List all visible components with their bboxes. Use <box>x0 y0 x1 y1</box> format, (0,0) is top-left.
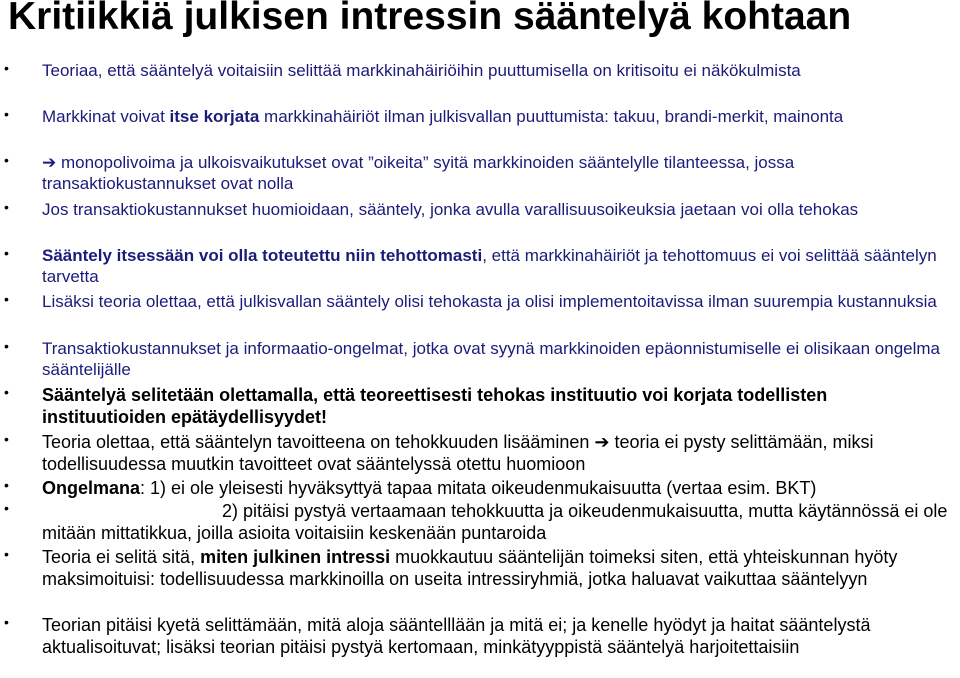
bullet-icon: • <box>4 291 9 307</box>
bullet-icon: • <box>4 384 9 400</box>
bullet-text: ➔ monopolivoima ja ulkoisvaikutukset ovat ”oikeita” syitä markkinoiden sääntelylle tilanteessa, jossa transaktiokustannukset ovat nolla <box>42 153 795 193</box>
list-item <box>4 152 956 194</box>
bullet-text: Markkinat voivat itse korjata markkinahäiriöt ilman julkisvallan puuttumista: takuu, brandi-merkit, mainonta <box>42 107 844 126</box>
bullet-text: Teoriaa, että sääntelyä voitaisiin selittää markkinahäiriöihin puuttumisella on kritisoitu ei näkökulmista <box>42 61 801 80</box>
list-item <box>4 477 956 499</box>
bullet-icon: • <box>4 152 9 168</box>
list-item <box>4 106 956 127</box>
bullet-text: Lisäksi teoria olettaa, että julkisvallan sääntely olisi tehokasta ja olisi implementoitavissa ilman suurempia kustannuksia <box>42 292 937 311</box>
bullet-icon: • <box>4 477 9 493</box>
list-item <box>4 384 956 428</box>
list-item <box>4 338 956 380</box>
list-item <box>4 614 956 658</box>
bullet-icon: • <box>4 245 9 261</box>
bullet-icon: • <box>4 500 9 516</box>
bullet-text: Ongelmana: 1) ei ole yleisesti hyväksyttyä tapaa mitata oikeudenmukaisuutta (vertaa esim. BKT) <box>42 478 817 498</box>
bullet-icon: • <box>4 614 9 630</box>
list-item <box>4 546 956 590</box>
bullet-text: Teoria olettaa, että sääntelyn tavoitteena on tehokkuuden lisääminen ➔ teoria ei pysty selittämään, miksi todellisuudessa muutkin tavoitteet ovat sääntelyssä otettu huomioon <box>42 432 874 474</box>
bullet-text: Teoria ei selitä sitä, miten julkinen intressi muokkautuu sääntelijän toimeksi siten, että yhteiskunnan hyöty maksimoituisi: todellisuudessa markkinoilla on useita intressiryhmiä, jotka haluavat vaikuttaa sääntelyyn <box>42 547 898 589</box>
list-item <box>4 60 956 81</box>
bullet-icon: • <box>4 199 9 215</box>
list-item <box>4 431 956 475</box>
list-item <box>4 500 956 544</box>
bullet-text: 2) pitäisi pystyä vertaamaan tehokkuutta ja oikeudenmukaisuutta, mutta käytännössä ei ole mitään mittatikkua, joilla asioita voitaisiin keskenään puntaroida <box>42 501 948 543</box>
bullet-text: Sääntelyä selitetään olettamalla, että teoreettisesti tehokas instituutio voi korjata todellisten instituutioiden epätäydellisyydet! <box>42 385 828 427</box>
bullet-text: Teorian pitäisi kyetä selittämään, mitä aloja sääntelllään ja mitä ei; ja kenelle hyödyt ja haitat sääntelystä aktualisoituvat; lisäksi teorian pitäisi pystyä kertomaan, minkätyyppistä sääntelyä harjoitettaisiin <box>42 615 871 657</box>
slide-title: Kritiikkiä julkisen intressin sääntelyä kohtaan <box>8 0 852 38</box>
bullet-icon: • <box>4 106 9 122</box>
bullet-text: Sääntely itsessään voi olla toteutettu niin tehottomasti, että markkinahäiriöt ja tehottomuus ei voi selittää sääntelyn tarvetta <box>42 246 937 286</box>
bullet-icon: • <box>4 546 9 562</box>
bullet-icon: • <box>4 431 9 447</box>
bullet-icon: • <box>4 338 9 354</box>
bullet-icon: • <box>4 60 9 76</box>
list-item <box>4 245 956 287</box>
list-item <box>4 199 956 220</box>
bullet-text: Transaktiokustannukset ja informaatio-ongelmat, jotka ovat syynä markkinoiden epäonnistumiselle ei olisikaan ongelma sääntelijälle <box>42 339 941 379</box>
list-item <box>4 291 956 312</box>
bullet-text: Jos transaktiokustannukset huomioidaan, sääntely, jonka avulla varallisuusoikeuksia jaetaan voi olla tehokas <box>42 200 859 219</box>
